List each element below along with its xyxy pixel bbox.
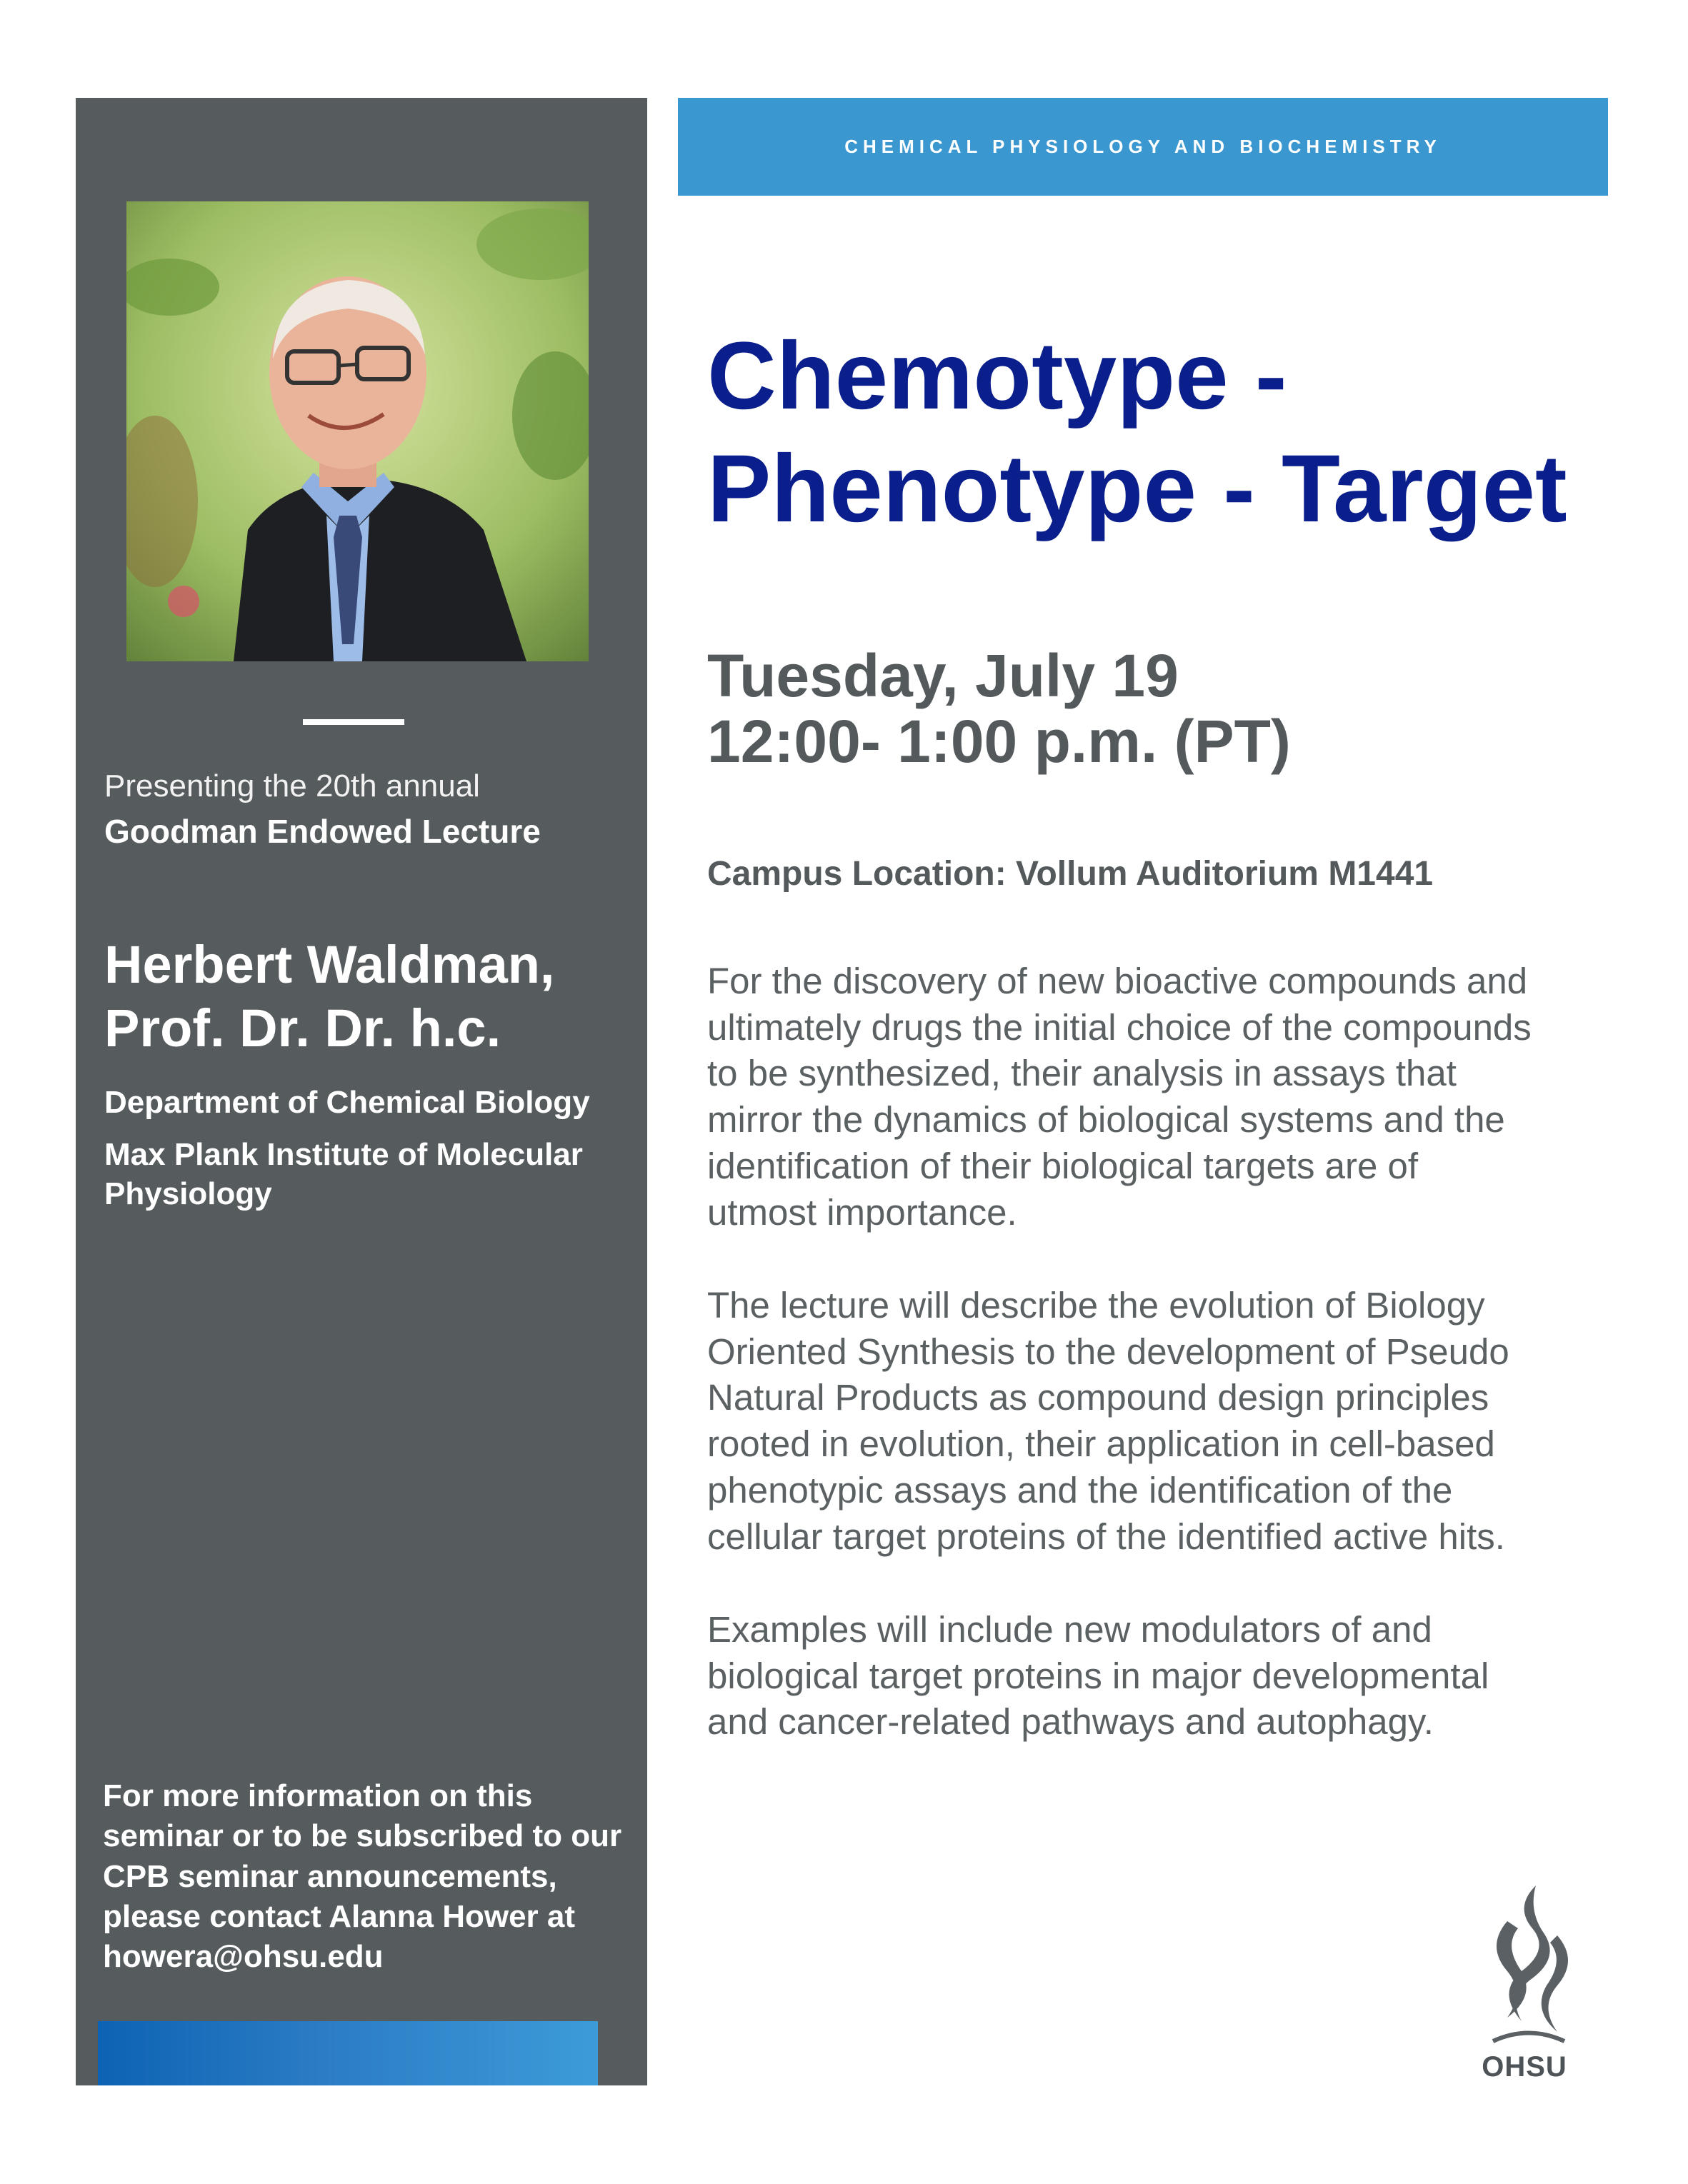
ohsu-logo-text: OHSU — [1482, 2051, 1567, 2083]
event-time: 12:00- 1:00 p.m. (PT) — [707, 708, 1291, 776]
abstract-line: phenotypic assays and the identification of the — [707, 1469, 1453, 1511]
event-date: Tuesday, July 19 — [707, 642, 1179, 709]
abstract-line: utmost importance. — [707, 1191, 1017, 1233]
abstract-line: ultimately drugs the initial choice of the compounds — [707, 1006, 1532, 1048]
contact-line: For more information on this — [103, 1778, 533, 1813]
contact-line: CPB seminar announcements, — [103, 1858, 557, 1894]
lecture-title-line1: Chemotype - — [707, 323, 1287, 429]
abstract-line: rooted in evolution, their application in cell-based — [707, 1423, 1495, 1465]
lecture-name: Goodman Endowed Lecture — [104, 813, 541, 850]
speaker-photo — [126, 201, 589, 661]
abstract-paragraph-1 — [707, 958, 1593, 1236]
speaker-name-line1: Herbert Waldman, — [104, 935, 555, 994]
abstract-line: For the discovery of new bioactive compounds and — [707, 961, 1528, 1001]
speaker-institute-line2: Physiology — [104, 1176, 272, 1212]
speaker-institute — [104, 1135, 647, 1214]
abstract-paragraph-2 — [707, 1283, 1593, 1560]
event-location: Campus Location: Vollum Auditorium M1441 — [707, 855, 1434, 893]
abstract-line: mirror the dynamics of biological systems and the — [707, 1099, 1505, 1141]
speaker-name-line2: Prof. Dr. Dr. h.c. — [104, 998, 501, 1058]
speaker-institute-line1: Max Plank Institute of Molecular — [104, 1137, 583, 1172]
abstract-line: cellular target proteins of the identified active hits. — [707, 1516, 1505, 1557]
speaker-department: Department of Chemical Biology — [104, 1085, 590, 1120]
abstract-line: The lecture will describe the evolution of Biology — [707, 1285, 1485, 1326]
contact-line: seminar or to be subscribed to our — [103, 1818, 622, 1854]
sidebar-panel — [76, 98, 647, 2085]
abstract-line: to be synthesized, their analysis in assays that — [707, 1053, 1457, 1094]
abstract-line: biological target proteins in major developmental — [707, 1655, 1489, 1696]
lecture-title — [707, 320, 1607, 546]
contact-line: please contact Alanna Hower at — [103, 1898, 576, 1934]
abstract-paragraph-3 — [707, 1607, 1593, 1745]
abstract-line: identification of their biological targets are of — [707, 1145, 1419, 1186]
lecture-title-line2: Phenotype - Target — [707, 436, 1567, 543]
abstract-line: Examples will include new modulators of and — [707, 1609, 1432, 1650]
sidebar-gradient-bar — [98, 2021, 598, 2085]
sidebar-divider — [303, 719, 404, 725]
abstract-line: Natural Products as compound design principles — [707, 1377, 1489, 1418]
contact-email[interactable]: howera@ohsu.edu — [103, 1939, 384, 1975]
speaker-portrait-illustration — [126, 201, 589, 661]
event-datetime — [707, 643, 1607, 775]
contact-info — [103, 1776, 639, 1978]
department-banner: CHEMICAL PHYSIOLOGY AND BIOCHEMISTRY — [678, 98, 1608, 196]
presenting-text: Presenting the 20th annual — [104, 768, 480, 803]
abstract-line: Oriented Synthesis to the development of Pseudo — [707, 1331, 1509, 1372]
speaker-name — [104, 933, 633, 1061]
abstract-line: and cancer-related pathways and autophagy. — [707, 1701, 1434, 1743]
